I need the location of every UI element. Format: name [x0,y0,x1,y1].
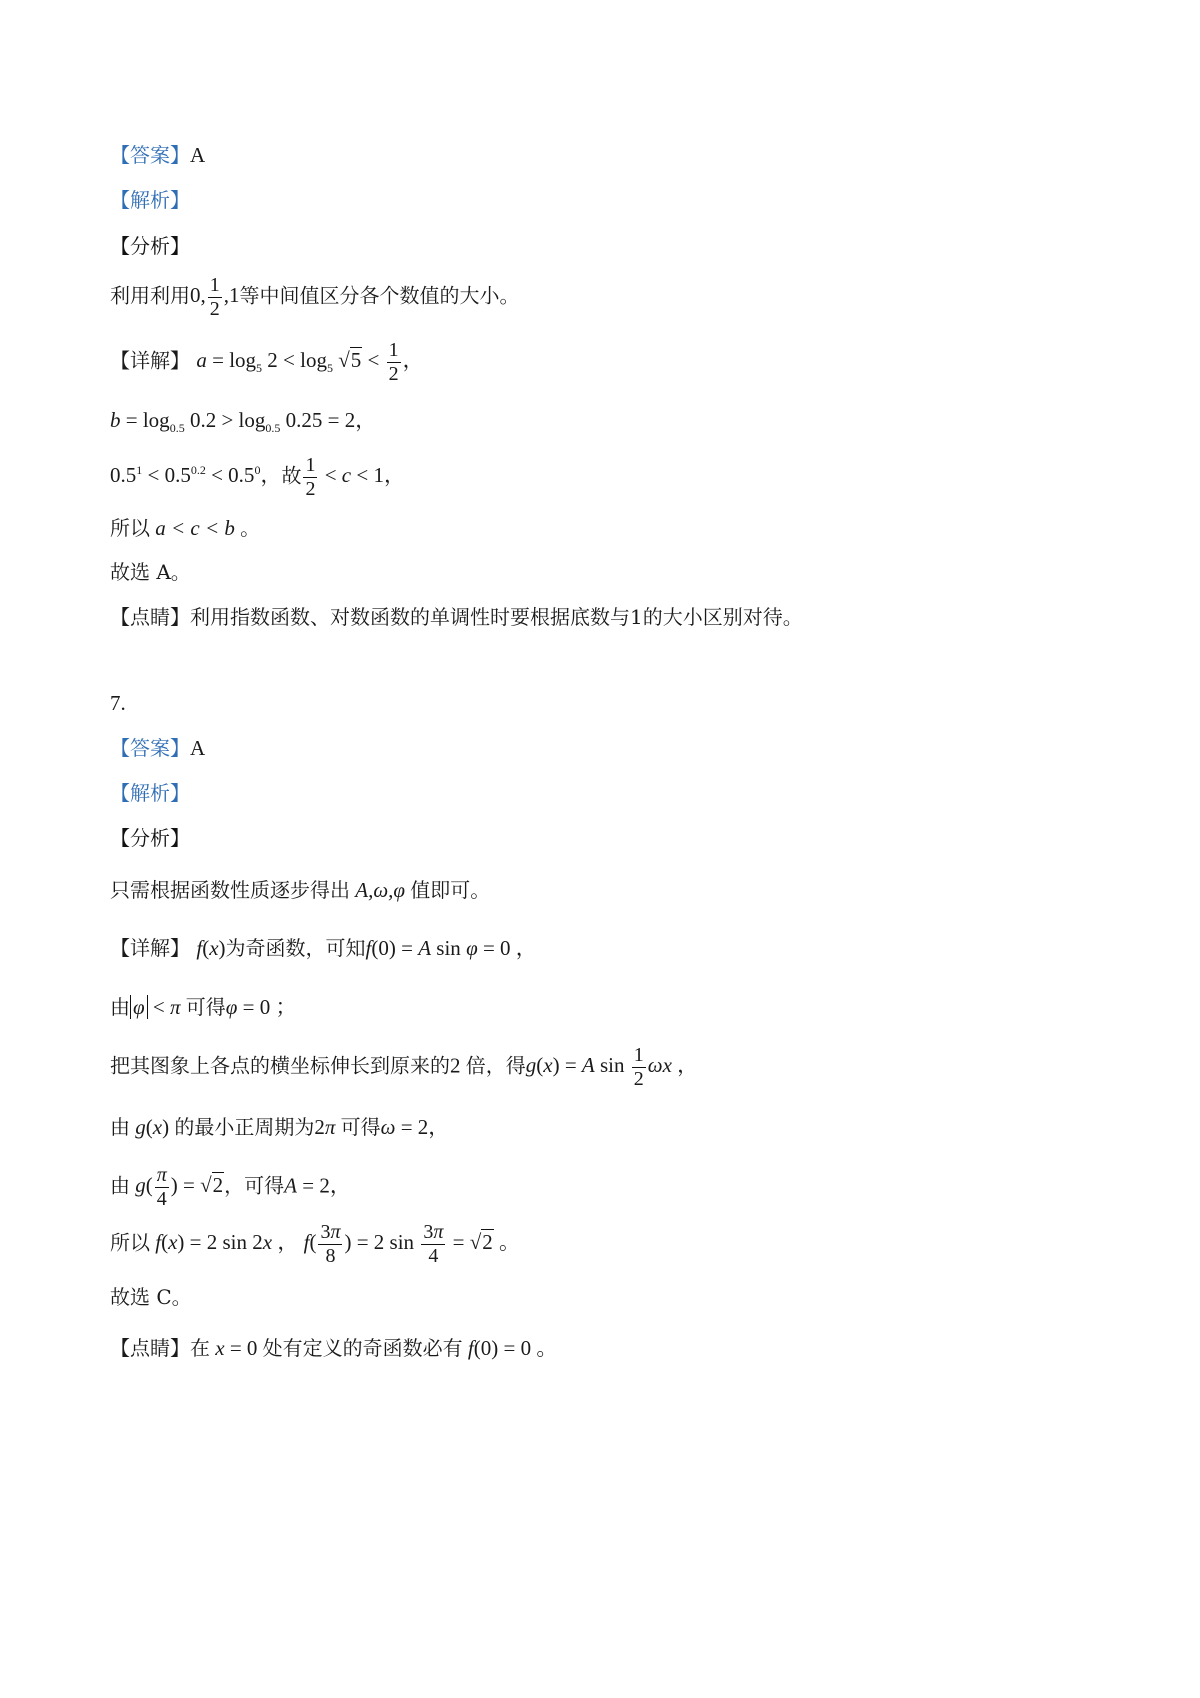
q6-xiangjie-label: 【详解】 [110,348,190,373]
q6-order: a < c < b [150,516,241,540]
q7-fenxi-pre: 只需根据函数性质逐步得出 [110,878,350,902]
q7-line-stretch: 把其图象上各点的横坐标伸长到原来的2 倍，得g(x) = A sin $\frac{1}{2}$ ωx ， [110,1044,699,1090]
q6-xiangjie-line [110,340,424,385]
q6-eq-b: $b = \log_{0.5} 0.2 > \log_{0.5} 0.25 = 2$， [110,408,377,436]
q7-xiangjie-line: 【详解】 f(x)为奇函数，可知f(0) = A sin φ = 0 ， [110,936,537,960]
q7-line-phi: 由 φ < π 可得φ = 0 ； [110,995,297,1019]
q6-suoyi: 所以 [110,516,150,540]
q6-dianjing-line [110,607,803,627]
q7-guxuan: 故选 C。 [110,1285,192,1309]
q6-fenxi-post: 等中间值区分各个数值的大小。 [239,283,520,308]
q7-answer-value: A [190,736,206,760]
q6-eq-a: $a = \log_5 2 < \log_5 √5$ < $\frac{1}{2}$ ， [196,339,424,385]
q7-line-amplitude: 由 g( $\frac{\pi}{4}$ ) = √2，可得A = 2， [110,1164,351,1210]
q6-answer-value: A [190,143,206,167]
q7-fenxi-text [110,880,490,901]
q6-eq-c: $0.5^1 < 0.5^{0.2} < 0.5^0$，故 $\frac{1}{2}$ < c < 1， [110,454,405,500]
q6-dianjing-text: 利用指数函数、对数函数的单调性时要根据底数与1的大小区别对待。 [190,605,803,629]
q7-jiexi-label: 【解析】 [110,781,190,805]
q6-jiexi-label: 【解析】 [110,188,190,212]
q6-guxuan: 故选 A。 [110,560,191,584]
q7-fenxi-label: 【分析】 [110,826,190,850]
q7-dianjing-label: 【点睛】 [110,1336,190,1360]
q7-xiangjie-label: 【详解】 [110,936,190,960]
q7-answer-line [110,738,205,759]
q6-fenxi-pre: 利用利用 [110,283,190,308]
q6-fenxi-text [110,275,520,320]
q6-suoyi-line: 所以 a < c < b 。 [110,516,261,540]
q7-number: 7. [110,691,126,715]
q7-fenxi-math: A,ω,φ [350,878,411,902]
q7-fenxi-post: 值即可。 [410,878,491,902]
q6-answer-label: 【答案】 [110,143,190,167]
q7-line-period: 由 g(x) 的最小正周期为2π 可得ω = 2， [110,1115,450,1139]
q6-answer-line [110,145,205,166]
q7-answer-label: 【答案】 [110,736,190,760]
q6-fenxi-math: 0, $\frac{1}{2}$ ,1 [190,274,240,320]
q6-dianjing-label: 【点睛】 [110,605,190,629]
q7-dianjing-line: 【点睛】在 x = 0 处有定义的奇函数必有 f(0) = 0 。 [110,1336,558,1360]
q6-fenxi-label: 【分析】 [110,234,190,258]
q7-line-result: 所以 f(x) = 2 sin 2x ， f( $\frac{3\pi}{8}$ ) = 2 sin $\frac{3\pi}{4}$ = √2 。 [110,1221,520,1267]
